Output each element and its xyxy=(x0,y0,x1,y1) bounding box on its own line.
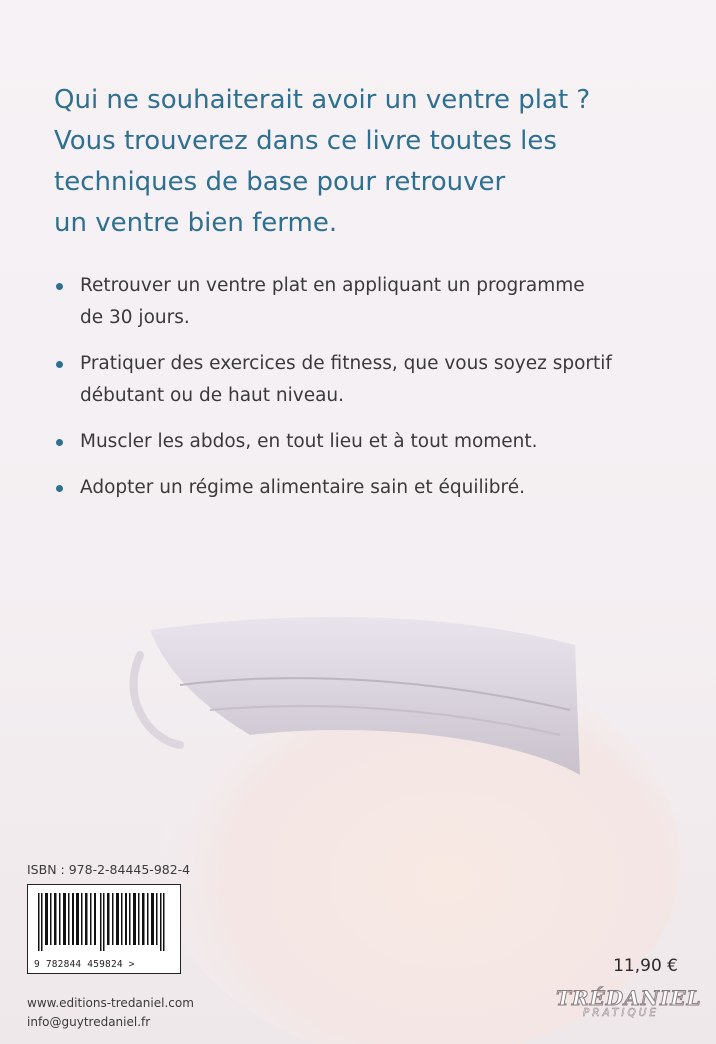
publisher-logo xyxy=(556,986,702,1019)
publisher-name: TRÉDANIEL xyxy=(556,986,702,1010)
bullet-dot-icon xyxy=(56,361,63,368)
intro-line: techniques de base pour retrouver xyxy=(54,167,506,197)
intro-line: un ventre bien ferme. xyxy=(54,208,338,238)
publisher-collection: PRATIQUE xyxy=(582,1007,660,1019)
barcode-bars xyxy=(36,893,172,951)
intro-line: Vous trouverez dans ce livre toutes les xyxy=(54,126,557,156)
publisher-contacts xyxy=(27,994,194,1032)
list-item xyxy=(56,426,666,458)
barcode xyxy=(27,884,181,974)
list-item-line: débutant ou de haut niveau. xyxy=(80,385,345,406)
bullet-dot-icon xyxy=(56,283,63,290)
list-item-line: Retrouver un ventre plat en appliquant un programme xyxy=(80,275,585,296)
list-item xyxy=(56,348,666,412)
email-link[interactable]: info@guytredaniel.fr xyxy=(27,1015,151,1029)
list-item-line: Muscler les abdos, en tout lieu et à tout moment. xyxy=(80,431,538,452)
barcode-digits: 9 782844 459824 > xyxy=(34,959,135,970)
list-item xyxy=(56,270,666,334)
price-label: 11,90 € xyxy=(613,956,678,976)
website-link[interactable]: www.editions-tredaniel.com xyxy=(27,996,194,1010)
list-item-line: de 30 jours. xyxy=(80,307,190,328)
intro-paragraph xyxy=(54,80,654,244)
bullet-dot-icon xyxy=(56,485,63,492)
bullet-dot-icon xyxy=(56,439,63,446)
list-item xyxy=(56,472,666,504)
intro-line: Qui ne souhaiterait avoir un ventre plat ? xyxy=(54,85,591,115)
benefit-list xyxy=(56,270,666,518)
isbn-label: ISBN : 978-2-84445-982-4 xyxy=(27,862,191,877)
list-item-line: Adopter un régime alimentaire sain et équilibré. xyxy=(80,477,525,498)
list-item-line: Pratiquer des exercices de fitness, que vous soyez sportif xyxy=(80,353,612,374)
